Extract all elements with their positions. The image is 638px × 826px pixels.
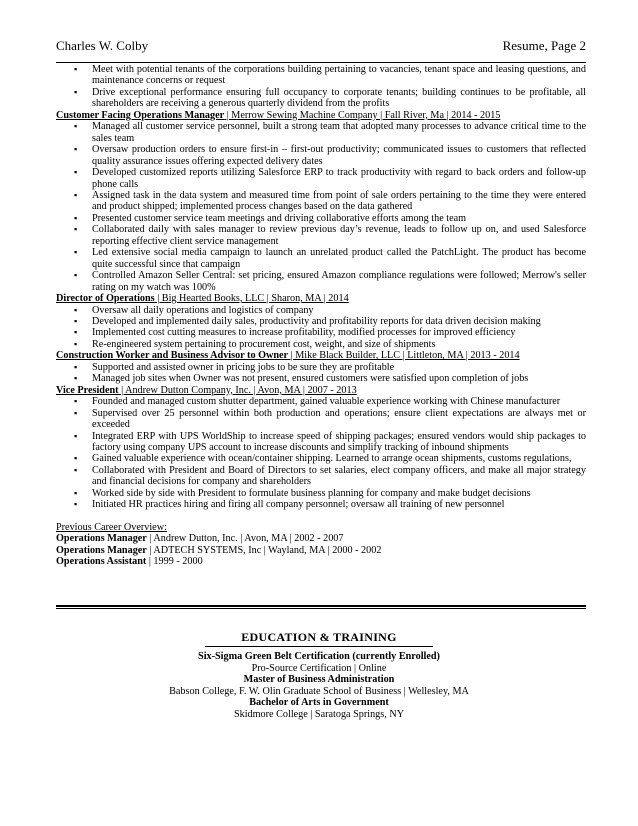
bullet-item: ▪ Managed all customer service personnel, built a strong team that adopted many processes to advance critical time to the sales team xyxy=(56,121,586,144)
bullet-item: ▪ Assigned task in the data system and measured time from point of sale orders pertaining to the time they were entered and product shipped; implemented process changes based on the data gathered xyxy=(56,190,586,213)
bullet-item: ▪ Supervised over 25 personnel within both production and operations; ensure client expectations are always met or exceeded xyxy=(56,408,586,431)
bullet-item: ▪ Implemented cost cutting measures to increase profitability, modified processes for improved efficiency xyxy=(56,327,586,338)
previous-role-detail: | 1999 - 2000 xyxy=(146,556,203,568)
previous-career-heading: Previous Career Overview: xyxy=(56,521,167,533)
education-heading-underline xyxy=(205,646,433,647)
bullet-item: ▪ Oversaw all daily operations and logistics of company xyxy=(56,305,586,316)
previous-role xyxy=(56,533,586,544)
degree-title: Bachelor of Arts in Government xyxy=(249,697,389,709)
bullet-item: ▪ Led extensive social media campaign to launch an unrelated product called the PatchLight. The product has become quite successful since that campaign xyxy=(56,247,586,270)
job-bullets xyxy=(56,305,586,351)
bullet-item: ▪ Controlled Amazon Seller Central: set pricing, ensured Amazon compliance regulations were followed; Merrow's seller rating on my watch was 100% xyxy=(56,270,586,293)
bullet-item: ▪ Developed customized reports utilizing Salesforce ERP to track productivity with regard to back orders and follow-up phone calls xyxy=(56,167,586,190)
intro-bullet-list xyxy=(56,64,586,110)
bullet-item: ▪ Collaborated daily with sales manager to review previous day’s revenue, leads to follow up on, and used Salesforce reporting effective client service management xyxy=(56,224,586,247)
education-section xyxy=(0,651,638,721)
previous-role-title: Operations Manager xyxy=(56,533,147,545)
degree-detail: Pro-Source Certification | Online xyxy=(251,662,387,674)
degree-detail: Babson College, F. W. Olin Graduate School of Business | Wellesley, MA xyxy=(169,685,469,697)
bullet-item: ▪ Initiated HR practices hiring and firing all company personnel; oversaw all training of new personnel xyxy=(56,499,586,510)
section-divider-thin xyxy=(56,608,586,609)
job-org: | Andrew Dutton Company, Inc. | Avon, MA | 2007 - 2013 xyxy=(118,384,357,396)
previous-role-title: Operations Manager xyxy=(56,544,147,556)
job-heading xyxy=(56,350,586,361)
bullet-item: ▪ Presented customer service team meetings and driving collaborative efforts among the team xyxy=(56,213,586,224)
page-header xyxy=(56,38,586,56)
section-divider xyxy=(56,605,586,607)
experience-section xyxy=(56,64,586,567)
previous-career-rows xyxy=(56,533,586,567)
bullet-item: ▪ Developed and implemented daily sales, productivity and profitability reports for data driven decision making xyxy=(56,316,586,327)
job-bullets xyxy=(56,362,586,385)
previous-role xyxy=(56,545,586,556)
bullet-item: ▪ Meet with potential tenants of the corporations building pertaining to vacancies, tenant space and leasing questions, and maintenance concerns or request xyxy=(56,64,586,87)
candidate-name: Charles W. Colby xyxy=(56,38,149,53)
header-divider xyxy=(56,62,586,63)
job-title: Director of Operations xyxy=(56,293,155,305)
bullet-item: ▪ Re-engineered system pertaining to procurement cost, weight, and size of shipments xyxy=(56,339,586,350)
bullet-item: ▪ Integrated ERP with UPS WorldShip to increase speed of shipping packages; ensured vendors would ship packages to factory using company UPS account to increase discounts and simplify tracking of inbound shipments xyxy=(56,431,586,454)
previous-role-detail: | ADTECH SYSTEMS, Inc | Wayland, MA | 2000 - 2002 xyxy=(146,544,382,556)
education-heading-text: EDUCATION & TRAINING xyxy=(241,630,397,644)
bullet-item: ▪ Founded and managed custom shutter department, gained valuable experience working with Chinese manufacturer xyxy=(56,396,586,407)
degree-title: Six-Sigma Green Belt Certification (currently Enrolled) xyxy=(198,651,440,662)
job-title: Construction Worker and Business Advisor to Owner xyxy=(56,350,289,362)
education-heading xyxy=(0,630,638,645)
job-bullets xyxy=(56,396,586,511)
previous-role-detail: | Andrew Dutton, Inc. | Avon, MA | 2002 - 2007 xyxy=(146,533,344,545)
bullet-item: ▪ Drive exceptional performance ensuring full occupancy to corporate tenants; building continues to be profitable, all shareholders are receiving a generous quarterly dividend from the profits xyxy=(56,87,586,110)
page-number: Resume, Page 2 xyxy=(502,38,586,53)
bullet-item: ▪ Oversaw production orders to ensure first-in – first-out productivity; communicated issues to customers that reflected quality assurance issues offering expected delivery dates xyxy=(56,144,586,167)
job-title: Customer Facing Operations Manager xyxy=(56,109,225,121)
job-org: | Merrow Sewing Machine Company | Fall River, Ma | 2014 - 2015 xyxy=(224,109,501,121)
previous-career xyxy=(56,522,586,568)
job-heading xyxy=(56,110,586,121)
bullet-item: ▪ Gained valuable experience with ocean/container shipping. Learned to arrange ocean shipments, customs regulations, xyxy=(56,453,586,464)
job-org: | Mike Black Builder, LLC | Littleton, MA | 2013 - 2014 xyxy=(288,350,520,362)
bullet-item: ▪ Collaborated with President and Board of Directors to set salaries, elect company officers, and make all major strategy and financial decisions for company and shareholders xyxy=(56,465,586,488)
job-title: Vice President xyxy=(56,384,119,396)
bullet-item: ▪ Supported and assisted owner in pricing jobs to be sure they are profitable xyxy=(56,362,586,373)
job-list xyxy=(56,110,586,511)
job-heading xyxy=(56,385,586,396)
degree-title: Master of Business Administration xyxy=(243,674,395,686)
bullet-item: ▪ Worked side by side with President to formulate business planning for company and make budget decisions xyxy=(56,488,586,499)
degree-detail: Skidmore College | Saratoga Springs, NY xyxy=(233,708,405,720)
previous-role-title: Operations Assistant xyxy=(56,556,147,568)
job-bullets xyxy=(56,121,586,293)
job-org: | Big Hearted Books, LLC | Sharon, MA | 2014 xyxy=(154,293,349,305)
bullet-item: ▪ Managed job sites when Owner was not present, ensured customers were satisfied upon completion of jobs xyxy=(56,373,586,384)
previous-role xyxy=(56,556,586,567)
job-heading xyxy=(56,293,586,304)
